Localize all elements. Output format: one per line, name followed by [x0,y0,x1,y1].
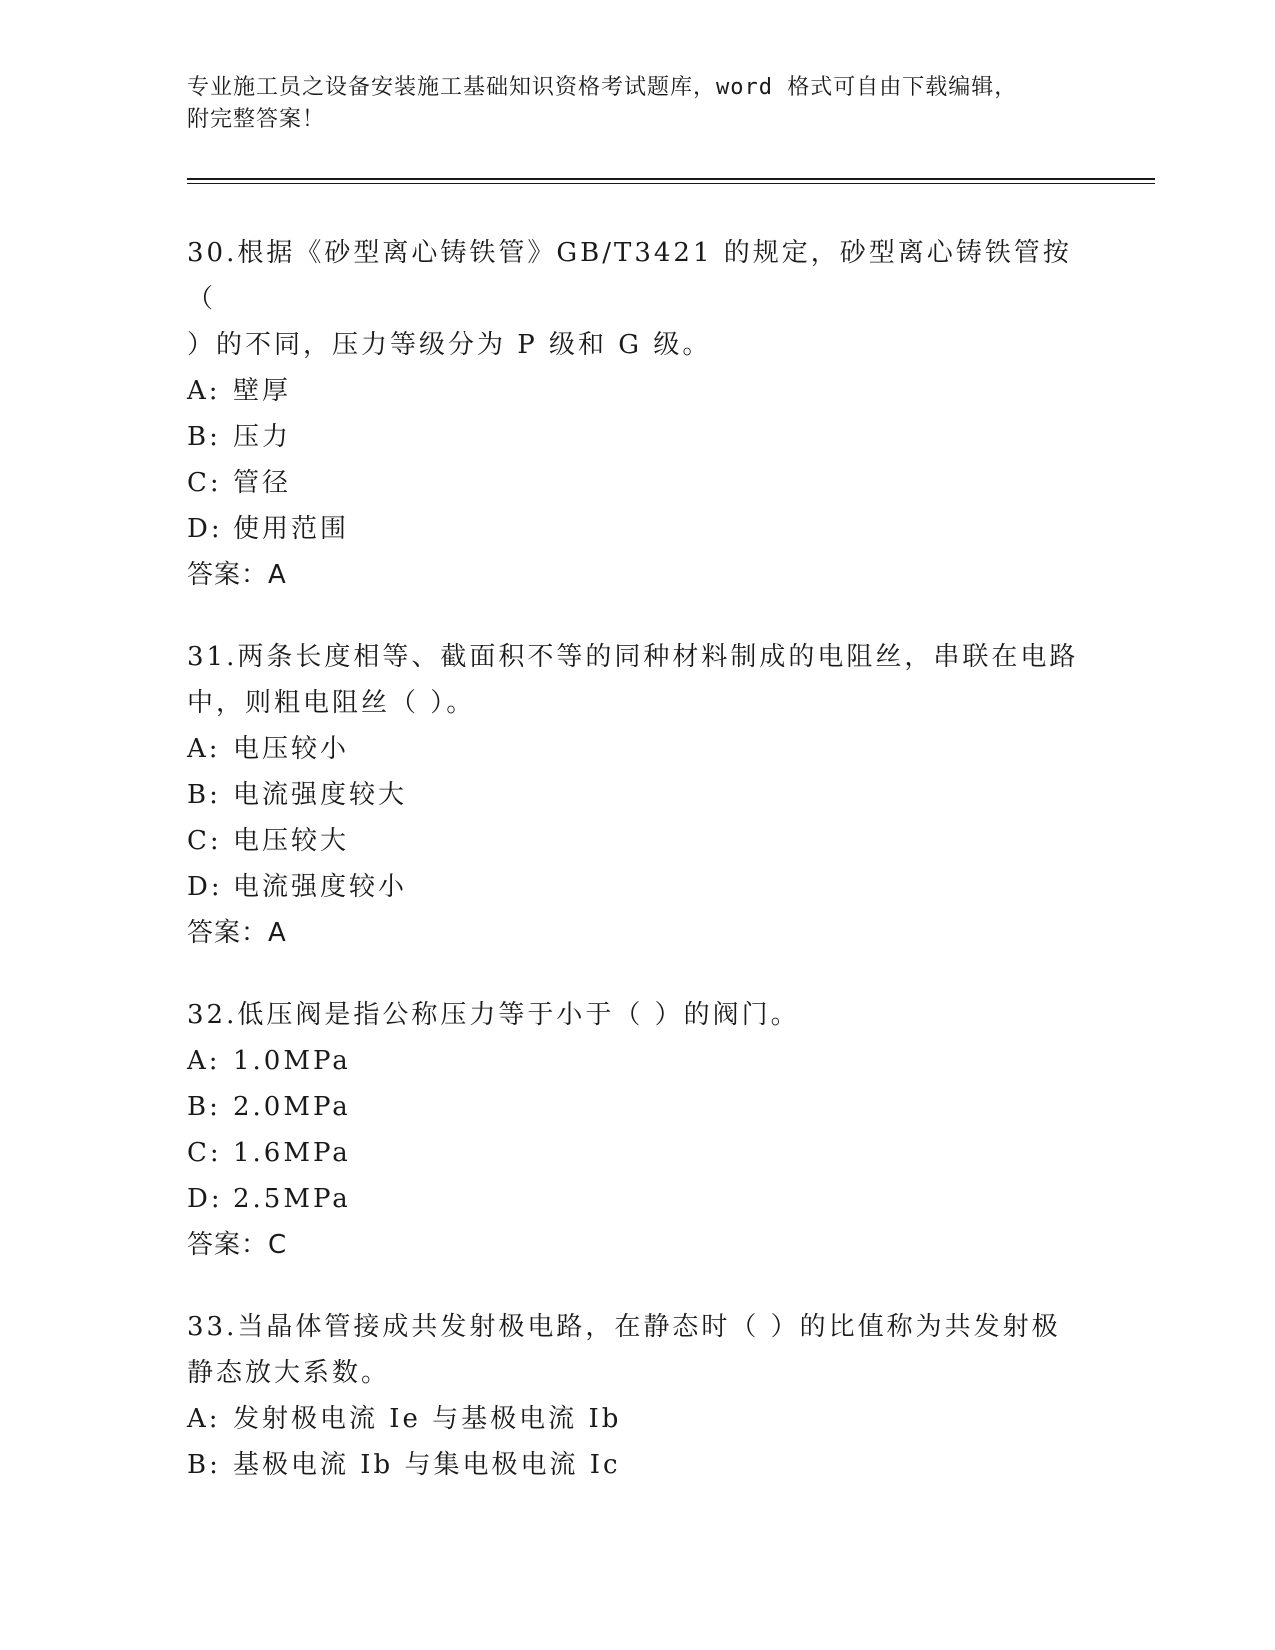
option-text: 基极电流 Ib 与集电极电流 Ic [233,1450,621,1480]
option-key: D: [187,514,223,544]
question-33 [187,1304,1087,1488]
option-text: 电压较大 [233,826,350,856]
option-text: 电流强度较大 [233,780,408,810]
header-line-1: 专业施工员之设备安装施工基础知识资格考试题库，word 格式可自由下载编辑， [187,75,1018,100]
option-key: A: [187,734,221,764]
question-31 [187,634,1087,956]
option-key: C: [187,826,222,856]
question-list [187,230,1087,1524]
question-stem-line: ）的不同，压力等级分为 P 级和 G 级。 [187,330,712,360]
option-key: A: [187,1404,221,1434]
option-a [187,1038,1087,1084]
option-a [187,1396,1087,1442]
option-text: 压力 [233,422,292,452]
option-d [187,864,1087,910]
option-b [187,1084,1087,1130]
document-header [187,72,1067,136]
option-text: 2.5MPa [233,1184,351,1214]
option-key: D: [187,872,223,902]
option-text: 电压较小 [233,734,350,764]
question-30 [187,230,1087,598]
option-c [187,818,1087,864]
header-line-2: 附完整答案！ [187,107,326,132]
option-d [187,506,1087,552]
option-a [187,368,1087,414]
question-stem-line: 静态放大系数。 [187,1358,391,1388]
question-stem-line: 中，则粗电阻丝（ ）。 [187,688,476,718]
answer-line: 答案：C [187,1230,288,1260]
option-c [187,1130,1087,1176]
option-b [187,1442,1087,1488]
option-b [187,414,1087,460]
option-text: 壁厚 [233,376,292,406]
question-stem-line: 33.当晶体管接成共发射极电路，在静态时（ ）的比值称为共发射极 [187,1312,1061,1342]
question-stem-line: 32.低压阀是指公称压力等于小于（ ）的阀门。 [187,1000,800,1030]
header-divider-thick [187,178,1155,180]
option-d [187,1176,1087,1222]
option-b [187,772,1087,818]
option-text: 1.6MPa [233,1138,351,1168]
option-key: C: [187,468,222,498]
option-key: B: [187,780,221,810]
question-32 [187,992,1087,1268]
question-stem-line: 30.根据《砂型离心铸铁管》GB/T3421 的规定，砂型离心铸铁管按（ [187,238,1072,314]
option-text: 2.0MPa [233,1092,351,1122]
option-key: D: [187,1184,223,1214]
option-key: B: [187,422,221,452]
answer-line: 答案：A [187,560,287,590]
header-divider-thin [187,183,1155,184]
option-text: 使用范围 [233,514,350,544]
answer-line: 答案：A [187,918,287,948]
option-key: B: [187,1450,221,1480]
option-c [187,460,1087,506]
option-key: A: [187,1046,221,1076]
option-text: 电流强度较小 [233,872,408,902]
option-a [187,726,1087,772]
option-text: 管径 [233,468,292,498]
option-text: 发射极电流 Ie 与基极电流 Ib [233,1404,622,1434]
question-stem-line: 31.两条长度相等、截面积不等的同种材料制成的电阻丝，串联在电路 [187,642,1079,672]
option-text: 1.0MPa [233,1046,351,1076]
option-key: A: [187,376,221,406]
option-key: C: [187,1138,222,1168]
option-key: B: [187,1092,221,1122]
